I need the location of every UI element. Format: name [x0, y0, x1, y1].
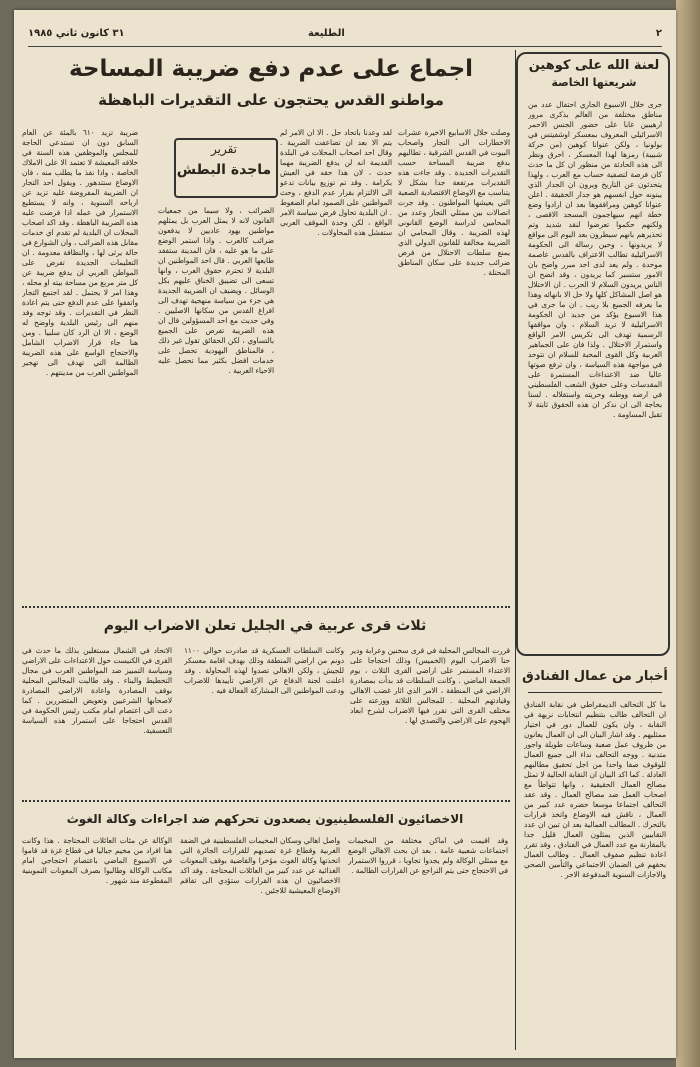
- page-number: ٢: [655, 28, 662, 39]
- villages-headline: ثلاث قرى عربية في الجليل تعلن الاضراب اليوم: [103, 618, 427, 634]
- hotels-headline: أخبار من عمال الفنادق: [522, 669, 668, 684]
- newspaper-page: [14, 10, 676, 1058]
- sidebar-subtitle: شريعتها الخاصة: [551, 76, 637, 89]
- gaza-col3: وقد اقيمت في اماكن مختلفة من المخيمات اجتماعات شعبية عامة . بعد ان بحث الاهالي الوضع مع ممثلي الوكالة ولم يجدوا تجاوبا ، قرروا الاستمرار في الاحتجاج حتى يتم التراجع عن القرارات الظالمة .: [348, 836, 508, 875]
- issue-date: ٣١ كانون ثاني ١٩٨٥: [28, 28, 125, 39]
- column-rule: [515, 50, 516, 1050]
- main-headline: اجماع على عدم دفع ضريبة المساحة: [68, 56, 474, 82]
- main-article-col1: ضريبة تزيد ٦١٠ بالمئة عن العام السابق دون ان تستدعي الحاجة للمجلس والموظفين هذه السنة في خلافه المعيشة لا تعتمد الا على الاملاك الخاصة ، واذا نفذ ما يطلب منه ، فان الاوضاع ستتدهور . ويقول احد التجار ان الضريبة المفروضة عليه تزيد عن ارباحه السنوية ، وانه لا يستطيع الاستمرار في عمله اذا فرضت عليه هذه الضريبة الباهظة . وقد اكد اصحاب المحلات ان البلدية لم تقدم اي خدمات مقابل هذه الضرائب ، وان الشوارع في حالة يرثى لها ، والنظافة معدومة . ان التعليمات الجديدة تفرض على المواطن العربي ان يدفع ضريبة عن كل متر مربع من مساحة بيته او محله ، وهذا امر لا يحتمل . لقد اجتمع التجار واتفقوا على عدم الدفع حتى يتم اعادة النظر في التقديرات . وقد توجه وفد منهم الى رئيس البلدية واوضح له الوضع ، الا ان الرد كان سلبيا . ومن هنا جاء قرار الاضراب الشامل والاحتجاج الواسع على هذه الضريبة الظالمة التي تهدف الى تهجير المواطنين العرب من مدينتهم .: [22, 128, 138, 377]
- hotels-body: ما كل التحالف الديمقراطي في نقابة الفنادق ان التحالف طالب بتنظيم انتخابات نزيهة في النقابة ، وان يكون للعمال دور في اختيار ممثليهم . وقد اشار البيان الى ان العمال يعانون من ظروف عمل صعبة وساعات طويلة واجور متدنية . ووجه التحالف نداء الى جميع العمال للوقوف صفا واحدا من اجل تحقيق مطالبهم العادلة . كما اكد البيان ان النقابة الحالية لا تمثل مصالح العمال الحقيقية ، وانها تتواطأ مع اصحاب العمل ضد مصالح العمال . وقد عقد التحالف اجتماعا موسعا حضره عدد كبير من العمال ، ناقش فيه الاوضاع واتخذ قرارات بالتحرك . المطالب العمالية بعد ان تبين ان عدد النقابيين الذين يمثلون العمال قليل جدا بالمقارنة مع عدد العمال في الفنادق ، وقد تقرر اعادة تنظيم صفوف العمال . وطالب العمال بحقهم في الضمان الاجتماعي والتأمين الصحي والاجازات السنوية المدفوعة الاجر .: [524, 700, 666, 879]
- section-divider: [22, 606, 510, 608]
- villages-col2: وكانت السلطات العسكرية قد صادرت حوالي ١١٠٠ دونم من اراضي المنطقة وذلك بهدف اقامة معسكر للجيش ، ولكن الاهالي تصدوا لهذه المحاولة . وقد اعلنت لجنة الدفاع عن الاراضي تأييدها للاضراب ودعت المواطنين الى المشاركة الفعالة فيه .: [184, 646, 344, 695]
- sidebar-title: لعنة الله على كوهين: [528, 58, 660, 73]
- section-divider-lower: [22, 800, 510, 802]
- hotels-underline: [528, 692, 662, 693]
- report-label: تقرير: [211, 142, 237, 156]
- main-article-col3: لقد وعدنا باتحاد حل . الا ان الامر لم يتم الا بعد ان تضاعفت الضريبة . وقال احد اصحاب المحلات في البلدة القديمة انه لن يدفع الضريبة مهما حدث ، لان هذا حقه في العيش بكرامة . وقد تم توزيع بيانات تدعو الى الالتزام بقرار عدم الدفع ، وحث المواطنين على الصمود امام الضغوط . ان البلدية تحاول فرض سياسة الامر الواقع ، لكن وحدة الموقف العربي ستفشل هذه المحاولات .: [280, 128, 392, 237]
- villages-col1: قررت المجالس المحلية في قرى سخنين وعرابة ودير حنا الاضراب اليوم (الخميس) وذلك احتجاجا على الاعتداء المستمر على اراضي القرى الثلاث ، يوم الجمعة الماضي . وكانت السلطات قد بدأت بمصادرة الاراضي في المنطقة ، الامر الذي اثار غضب الاهالي وقيادتهم المحلية . للمجالس الثلاثة ووزعته على مختلف القرى التي تقرر فيها الاضراب لشرح ابعاد الهجوم على الاراضي والتصدي لها .: [350, 646, 510, 725]
- gaza-col1: الوكالة عن مئات العائلات المحتاجة . هذا وكانت هنا افراد من مخيم جباليا في قطاع غزة قد قاموا في الاسبوع الماضي باعتصام احتجاجي امام مكاتب الوكالة وطالبوا بصرف المعونات التموينية المقطوعة منذ شهور .: [22, 836, 172, 885]
- page-header: [28, 28, 662, 47]
- villages-col3: الاتحاد في الشمال مستغلين بذلك ما حدث في القرى في الكنيست حول الاعتداءات على الاراضي وسياسة التمييز ضد المواطنين العرب في مجال التخطيط والبناء . وقد طالبت المجالس المحلية بوقف المصادرة واعادة الاراضي المصادرة لاصحابها الشرعيين وتعويض المتضررين . كما دعت الى اعتصام امام مكتب رئيس الحكومة في القدس احتجاجا على استمرار هذه السياسة التعسفية.: [22, 646, 172, 735]
- main-subheadline: مواطنو القدس يحتجون على التقديرات الباهظة: [98, 91, 444, 109]
- newspaper-name: الطليعة: [308, 28, 345, 39]
- sidebar-body: جرى خلال الاسبوع الجاري احتفال عدد من مناطق مختلفة من العالم بذكرى مرور ارهيبين غابا على حضور الجنس الاحمر الاسرائيلي المعروف بمعسكر اوشفيتس في بولونيا ، ولكن عنوانا كوهين (من حركة شبيبة) رمزها لهذا المعسكر ، احرق ونظر الى هذه الحادثة من منظور ان كل ما حدث كان فرصة لتصفية حساب مع العرب ، ولهذا يتحدثون عن التاريخ ويرون ان الجدار الذي يبنونه حول انفسهم هو جدار الحقيقة . اعلن عنوانا كوهين ومرافقوها بعد ان ارادوا وضع خطة انهم سيهاجمون المسجد الاقصى ، ولكنهم حكموا تعرضوا لنقد شديد وتم تحذيرهم بانهم سيطرون بعد اليوم الى مواقع لا يريدونها ، وحين رسالة الى الحكومة الاسرائيلية تطالب الاعتراف بالقدس عاصمة موحدة . ولم يعد لدى احد مبرر واضح بان الامور ستسير كما يريدون ، وقد اتضح ان الناس يريدون السلام لا الحرب . ان الاحتلال هو اصل المشاكل كلها ولا حل الا بانهائه وهذا ما يعرفه الجميع بلا ريب . ان ما جرى في هذا الاسبوع يؤكد من جديد ان الحكومة الاسرائيلية لا تريد السلام ، وان مواقفها الرسمية تهدف الى تكريس الامر الواقع واستمرار الاحتلال . ولذا فان على الجماهير العربية وكل القوى المحبة للسلام ان تتوحد في مواجهة هذه السياسة ، وان ترفع صوتها عاليا ضد الاعتداءات المستمرة على المقدسات وعلى حقوق الشعب الفلسطيني في ارضه ووطنه وحريته واستقلاله . لسنا بحاجة الى ان نذكر ان هذه الحقوق ثابتة لا تقبل المساومة .: [528, 100, 662, 419]
- binding-edge: [676, 0, 700, 1067]
- main-article-col4: وصلت خلال الاسابيع الاخيرة عشرات الاخطارات الى التجار واصحاب البيوت في القدس الشرقية ، تطالبهم بدفع ضريبة المساحة حسب التقديرات الجديدة . وقد جاءت هذه التقديرات مرتفعة جدا بشكل لا يتناسب مع الاوضاع الاقتصادية الصعبة التي يعيشها المواطنون . وقد جرت اتصالات بين ممثلي التجار وعدد من المحامين لدراسة الوضع القانوني لهذه الضريبة . وقال المحامي ان الضريبة مخالفة للقانون الدولي الذي يمنع سلطات الاحتلال من فرض ضرائب جديدة على سكان المناطق المحتلة .: [398, 128, 510, 277]
- gaza-col2: واصل اهالي وسكان المخيمات الفلسطينية في الضفة الغربية وقطاع غزة تصديهم للقرارات الجائرة التي اتخذتها وكالة الغوث مؤخرا والقاضية بوقف المعونات الغذائية عن عدد كبير من العائلات المحتاجة . وقد اكد الاخصائيون ان هذه القرارات ستؤدي الى تفاقم الاوضاع المعيشية للاجئين .: [180, 836, 340, 895]
- main-article-col2: الضرائب ، ولا سيما من جمعيات القانون لانه لا يمثل العرب بل يمثلهم مواطنين يهود عاديين لا يدفعون ضرائب كالعرب . واذا استمر الوضع على ما هو عليه ، فان المدينة ستفقد طابعها العربي . قال احد المواطنين ان البلدية لا تحترم حقوق العرب ، وانها تسعى الى تضييق الخناق عليهم بكل الوسائل . ويضيف ان الضريبة الجديدة هي جزء من سياسة منهجية تهدف الى افراغ القدس من سكانها الاصليين . وفي حديث مع احد المسؤولين قال ان هذه الضريبة تفرض على الجميع بالتساوي ، لكن الحقائق تقول غير ذلك ، فالمناطق اليهودية تحصل على خدمات افضل بكثير مما تحصل عليه الاحياء العربية .: [158, 206, 274, 375]
- gaza-headline: الاخصائيون الفلسطينيون يصعدون تحركهم ضد اجراءات وكالة الغوث: [66, 812, 464, 826]
- report-author: ماجدة البطش: [176, 162, 272, 178]
